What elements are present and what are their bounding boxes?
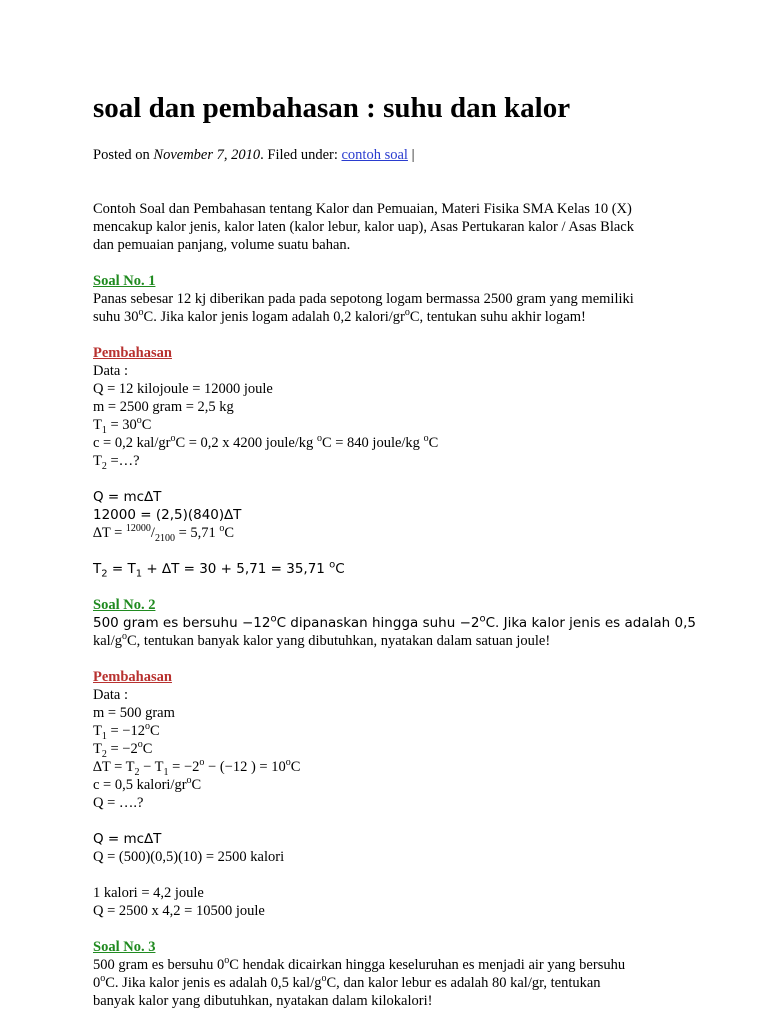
data-label: Data : xyxy=(93,687,129,703)
solution-line: $T_2$ =…? xyxy=(93,453,140,472)
article-body xyxy=(93,146,696,1010)
soal-2-question: kal/$g^oC$, tentukan banyak kalor yang dibutuhkan, nyatakan dalam satuan joule! xyxy=(93,631,551,649)
solution-line: Q = ….? xyxy=(93,795,144,811)
formula-line: Q = 2500 x 4,2 = 10500 joule xyxy=(93,903,265,919)
formula-line: Q = (500)(0,5)(10) = 2500 kalori xyxy=(93,849,285,865)
formula-line: Q = mc∆T xyxy=(93,489,162,505)
solution-line: m = 2500 gram = 2,5 kg xyxy=(93,399,234,415)
soal-1-question: Panas sebesar 12 kj diberikan pada pada sepotong logam bermassa 2500 gram yang memiliki xyxy=(93,291,634,307)
soal-2-question: 500 gram es bersuhu $-12^oC$ dipanaskan hingga suhu $-2^oC$. Jika kalor jenis es adalah 0,5 xyxy=(93,613,696,631)
soal-2-heading: Soal No. 2 xyxy=(93,597,156,613)
formula-line: Q = mc∆T xyxy=(93,831,162,847)
soal-3-heading: Soal No. 3 xyxy=(93,939,156,955)
intro-line: Contoh Soal dan Pembahasan tentang Kalor dan Pemuaian, Materi Fisika SMA Kelas 10 (X) xyxy=(93,201,632,217)
page-title: soal dan pembahasan : suhu dan kalor xyxy=(93,92,571,124)
formula-line: $\Delta T = ^{12000}/_{2100} = 5,71$ $^o$C xyxy=(93,523,235,544)
pembahasan-heading: Pembahasan xyxy=(93,345,172,361)
formula-line: 1 kalori = 4,2 joule xyxy=(93,885,204,901)
soal-3-question: 0$^o$C. Jika kalor jenis es adalah 0,5 kal/$g^oC$, dan kalor lebur es adalah 80 kal/gr, tentukan xyxy=(93,973,601,991)
soal-1-question: suhu 30$^o$C. Jika kalor jenis logam adalah 0,2 kalori/$gr^oC$, tentukan suhu akhir logam! xyxy=(93,307,586,325)
soal-1-heading: Soal No. 1 xyxy=(93,273,156,289)
solution-line: $T_1 = 30^oC$ xyxy=(93,415,152,436)
solution-line: m = 500 gram xyxy=(93,705,175,721)
solution-line: Q = 12 kilojoule = 12000 joule xyxy=(93,381,273,397)
post-meta: Posted on November 7, 2010. Filed under: contoh soal | xyxy=(93,147,415,163)
solution-line: $\Delta T = T_2 - T_1 = -2^o - (-12$ ) = $10^oC$ xyxy=(93,757,301,778)
post-date: November 7, 2010 xyxy=(153,147,261,163)
solution-line: c = 0,2 kal/$gr^oC = 0,2$ x 4200 joule/kg $^o$C = 840 joule/kg $^o$C xyxy=(93,433,439,451)
intro-line: mencakup kalor jenis, kalor laten (kalor lebur, kalor uap), Asas Pertukaran kalor / Asas Black xyxy=(93,219,634,235)
solution-line: c = 0,5 kalori/$gr^oC$ xyxy=(93,775,202,793)
solution-line: $T_1 = -12^oC$ xyxy=(93,721,160,742)
formula-line: $T_2 = T_1 + \Delta T = 30 + 5,71 = 35,71$ $^o$C xyxy=(93,559,345,580)
data-label: Data : xyxy=(93,363,129,379)
formula-line: 12000 = (2,5)(840)∆T xyxy=(93,507,242,523)
category-link[interactable]: contoh soal xyxy=(341,147,408,163)
soal-3-question: 500 gram es bersuhu 0$^o$C hendak dicairkan hingga keseluruhan es menjadi air yang bersuhu xyxy=(93,955,626,973)
intro-line: dan pemuaian panjang, volume suatu bahan. xyxy=(93,237,351,253)
solution-line: $T_2 = -2^oC$ xyxy=(93,739,153,760)
separator: | xyxy=(411,147,415,163)
pembahasan-heading: Pembahasan xyxy=(93,669,172,685)
soal-3-question: banyak kalor yang dibutuhkan, nyatakan dalam kilokalori! xyxy=(93,993,433,1009)
